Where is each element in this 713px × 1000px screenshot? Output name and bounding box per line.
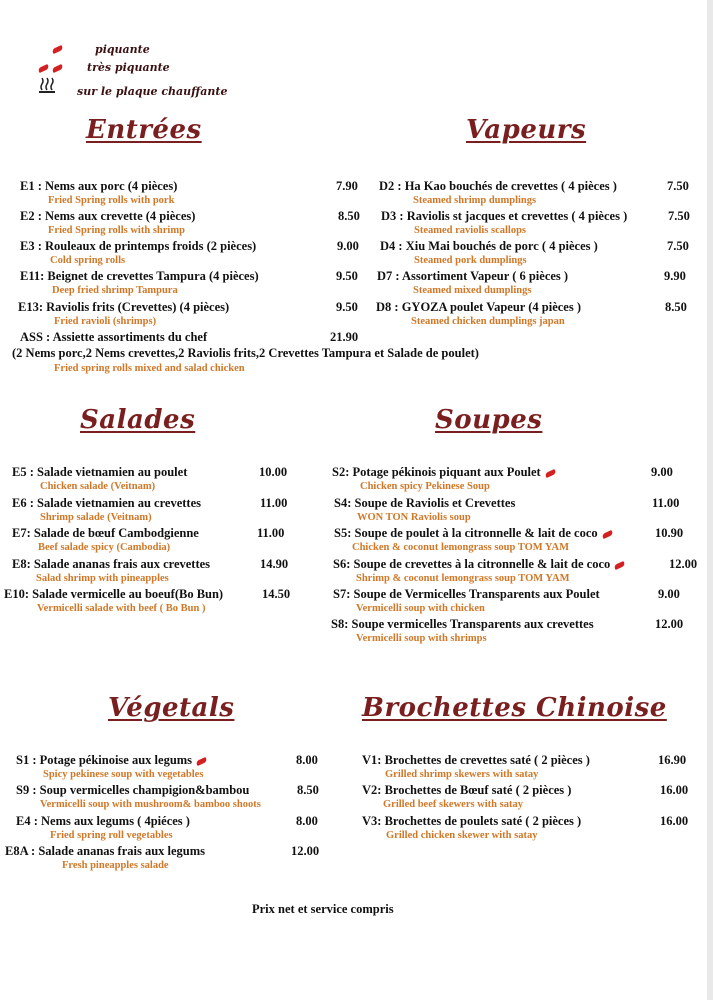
menu-item-name: E13: Raviolis frits (Crevettes) (4 pièces) bbox=[18, 300, 230, 314]
menu-item-name: E11: Beignet de crevettes Tampura (4 pièces) bbox=[20, 269, 259, 283]
menu-item-price: 10.90 bbox=[655, 526, 684, 540]
heading-vegetals: Végetals bbox=[108, 693, 235, 723]
steam-plate-icon bbox=[38, 76, 56, 94]
menu-item-price: 11.00 bbox=[652, 496, 680, 510]
menu-item-subtitle: Fried spring roll vegetables bbox=[50, 830, 173, 841]
menu-item-price: 9.90 bbox=[664, 269, 686, 283]
menu-item-price: 8.50 bbox=[297, 783, 319, 797]
menu-item-name: S7: Soupe de Vermicelles Transparents aux Poulet bbox=[333, 587, 600, 601]
heading-brochettes: Brochettes Chinoise bbox=[362, 693, 667, 723]
menu-item-detail: (2 Nems porc,2 Nems crevettes,2 Raviolis frits,2 Crevettes Tampura et Salade de poulet) bbox=[12, 346, 479, 360]
heading-vapeurs: Vapeurs bbox=[466, 115, 587, 145]
menu-item-price: 12.00 bbox=[655, 617, 684, 631]
pepper-icon bbox=[544, 469, 556, 478]
menu-item-price: 11.00 bbox=[260, 496, 288, 510]
pepper-icon bbox=[601, 530, 613, 539]
legend-piquante: piquante bbox=[95, 43, 150, 56]
pepper-icon bbox=[51, 64, 63, 73]
menu-item-subtitle: Fried Spring rolls with pork bbox=[48, 195, 175, 206]
menu-item-subtitle: Deep fried shrimp Tampura bbox=[52, 285, 178, 296]
menu-item-name: D8 : GYOZA poulet Vapeur (4 pièces ) bbox=[376, 300, 581, 314]
menu-item-price: 14.90 bbox=[260, 557, 289, 571]
menu-item-price: 16.00 bbox=[660, 783, 689, 797]
menu-item-price: 9.50 bbox=[336, 300, 358, 314]
menu-item-name: E8A : Salade ananas frais aux legums bbox=[5, 844, 206, 858]
menu-item-name: S6: Soupe de crevettes à la citronnelle & lait de coco bbox=[333, 557, 625, 572]
menu-item-subtitle: Steamed mixed dumplings bbox=[413, 285, 532, 296]
menu-item-price: 11.00 bbox=[257, 526, 285, 540]
menu-item-subtitle: Chicken salade (Veitnam) bbox=[40, 481, 156, 492]
menu-item-subtitle: Vermicelli soup with shrimps bbox=[356, 633, 487, 644]
page-edge bbox=[707, 0, 713, 1000]
menu-item-subtitle: Steamed raviolis scallops bbox=[414, 225, 526, 236]
menu-item-name: E1 : Nems aux porc (4 pièces) bbox=[20, 179, 178, 193]
menu-item-name: V3: Brochettes de poulets saté ( 2 pièces ) bbox=[362, 814, 582, 828]
menu-item-name: S2: Potage pékinois piquant aux Poulet bbox=[332, 465, 556, 480]
pepper-icon bbox=[196, 757, 208, 766]
menu-item-subtitle: Vermicelli soup with mushroom& bamboo shoots bbox=[40, 799, 261, 810]
footer-note: Prix net et service compris bbox=[252, 902, 394, 916]
menu-item-subtitle: Salad shrimp with pineapples bbox=[36, 573, 169, 584]
menu-item-price: 14.50 bbox=[262, 587, 291, 601]
menu-item-name: S4: Soupe de Raviolis et Crevettes bbox=[334, 496, 516, 510]
pepper-icon bbox=[37, 64, 49, 73]
menu-item-name: S8: Soupe vermicelles Transparents aux crevettes bbox=[331, 617, 594, 631]
menu-item-name: V1: Brochettes de crevettes saté ( 2 pièces ) bbox=[362, 753, 590, 767]
menu-item-price: 9.50 bbox=[336, 269, 358, 283]
heading-entrees: Entrées bbox=[86, 115, 202, 145]
legend-plaque: sur le plaque chauffante bbox=[77, 85, 228, 98]
menu-item-subtitle: Beef salade spicy (Cambodia) bbox=[38, 542, 171, 553]
pepper-icon bbox=[614, 561, 626, 570]
menu-item-name: E6 : Salade vietnamien au crevettes bbox=[12, 496, 201, 510]
menu-item-name: D2 : Ha Kao bouchés de crevettes ( 4 pièces ) bbox=[379, 179, 617, 193]
menu-item-subtitle: Steamed pork dumplings bbox=[414, 255, 527, 266]
menu-item-name: V2: Brochettes de Bœuf saté ( 2 pièces ) bbox=[362, 783, 572, 797]
menu-item-name: S9 : Soup vermicelles champigion&bambou bbox=[16, 783, 250, 797]
menu-item-subtitle: Steamed chicken dumplings japan bbox=[411, 316, 565, 327]
menu-item-price: 9.00 bbox=[337, 239, 359, 253]
menu-item-subtitle: Fried Spring rolls with shrimp bbox=[48, 225, 185, 236]
heading-soupes: Soupes bbox=[435, 405, 543, 435]
menu-item-price: 12.00 bbox=[291, 844, 320, 858]
menu-item-price: 16.00 bbox=[660, 814, 689, 828]
menu-item-subtitle: Steamed shrimp dumplings bbox=[413, 195, 537, 206]
menu-item-subtitle: Vermicelli salade with beef ( Bo Bun ) bbox=[37, 603, 206, 614]
menu-item-name: E4 : Nems aux legums ( 4piéces ) bbox=[16, 814, 190, 828]
menu-item-price: 8.50 bbox=[338, 209, 360, 223]
menu-item-price: 16.90 bbox=[658, 753, 687, 767]
menu-item-price: 9.00 bbox=[651, 465, 673, 479]
menu-item-subtitle: Shrimp & coconut lemongrass soup TOM YAM bbox=[356, 573, 570, 584]
menu-item-subtitle: Fresh pineapples salade bbox=[62, 860, 169, 871]
menu-item-price: 21.90 bbox=[330, 330, 359, 344]
menu-item-name: E8: Salade ananas frais aux crevettes bbox=[12, 557, 211, 571]
menu-item-name: ASS : Assiette assortiments du chef bbox=[20, 330, 208, 344]
menu-item-name: S1 : Potage pékinoise aux legums bbox=[16, 753, 207, 768]
menu-item-name: E10: Salade vermicelle au boeuf(Bo Bun) bbox=[4, 587, 224, 601]
menu-item-subtitle: Shrimp salade (Veitnam) bbox=[40, 512, 152, 523]
menu-item-price: 9.00 bbox=[658, 587, 680, 601]
menu-item-subtitle: WON TON Raviolis soup bbox=[357, 512, 471, 523]
menu-item-price: 7.50 bbox=[667, 239, 689, 253]
menu-item-price: 8.00 bbox=[296, 814, 318, 828]
menu-item-name: E5 : Salade vietnamien au poulet bbox=[12, 465, 188, 479]
legend-tres-piquante: très piquante bbox=[87, 61, 170, 74]
menu-item-name: E3 : Rouleaux de printemps froids (2 pièces) bbox=[20, 239, 257, 253]
menu-item-price: 7.90 bbox=[336, 179, 358, 193]
menu-item-name: S5: Soupe de poulet à la citronnelle & lait de coco bbox=[334, 526, 613, 541]
menu-item-price: 8.00 bbox=[296, 753, 318, 767]
menu-item-subtitle: Grilled chicken skewer with satay bbox=[386, 830, 538, 841]
menu-item-subtitle: Cold spring rolls bbox=[50, 255, 126, 266]
menu-item-subtitle: Fried ravioli (shrimps) bbox=[54, 316, 157, 327]
menu-item-name: D7 : Assortiment Vapeur ( 6 pièces ) bbox=[377, 269, 569, 283]
menu-item-subtitle: Spicy pekinese soup with vegetables bbox=[43, 769, 204, 780]
menu-item-name: E7: Salade de bœuf Cambodgienne bbox=[12, 526, 199, 540]
menu-item-name: D3 : Raviolis st jacques et crevettes ( 4 pièces ) bbox=[381, 209, 628, 223]
menu-item-price: 8.50 bbox=[665, 300, 687, 314]
menu-item-subtitle: Grilled beef skewers with satay bbox=[383, 799, 523, 810]
menu-item-price: 7.50 bbox=[668, 209, 690, 223]
pepper-icon bbox=[51, 45, 63, 54]
menu-item-subtitle: Chicken spicy Pekinese Soup bbox=[360, 481, 490, 492]
menu-item-price: 7.50 bbox=[667, 179, 689, 193]
menu-item-subtitle: Grilled shrimp skewers with satay bbox=[385, 769, 539, 780]
menu-item-name: D4 : Xiu Mai bouchés de porc ( 4 pièces ) bbox=[380, 239, 598, 253]
menu-item-price: 12.00 bbox=[669, 557, 698, 571]
menu-item-price: 10.00 bbox=[259, 465, 288, 479]
heading-salades: Salades bbox=[80, 405, 196, 435]
menu-item-subtitle: Fried spring rolls mixed and salad chicken bbox=[54, 363, 245, 374]
menu-item-subtitle: Vermicelli soup with chicken bbox=[356, 603, 485, 614]
menu-item-name: E2 : Nems aux crevette (4 pièces) bbox=[20, 209, 196, 223]
menu-item-subtitle: Chicken & coconut lemongrass soup TOM YAM bbox=[352, 542, 570, 553]
